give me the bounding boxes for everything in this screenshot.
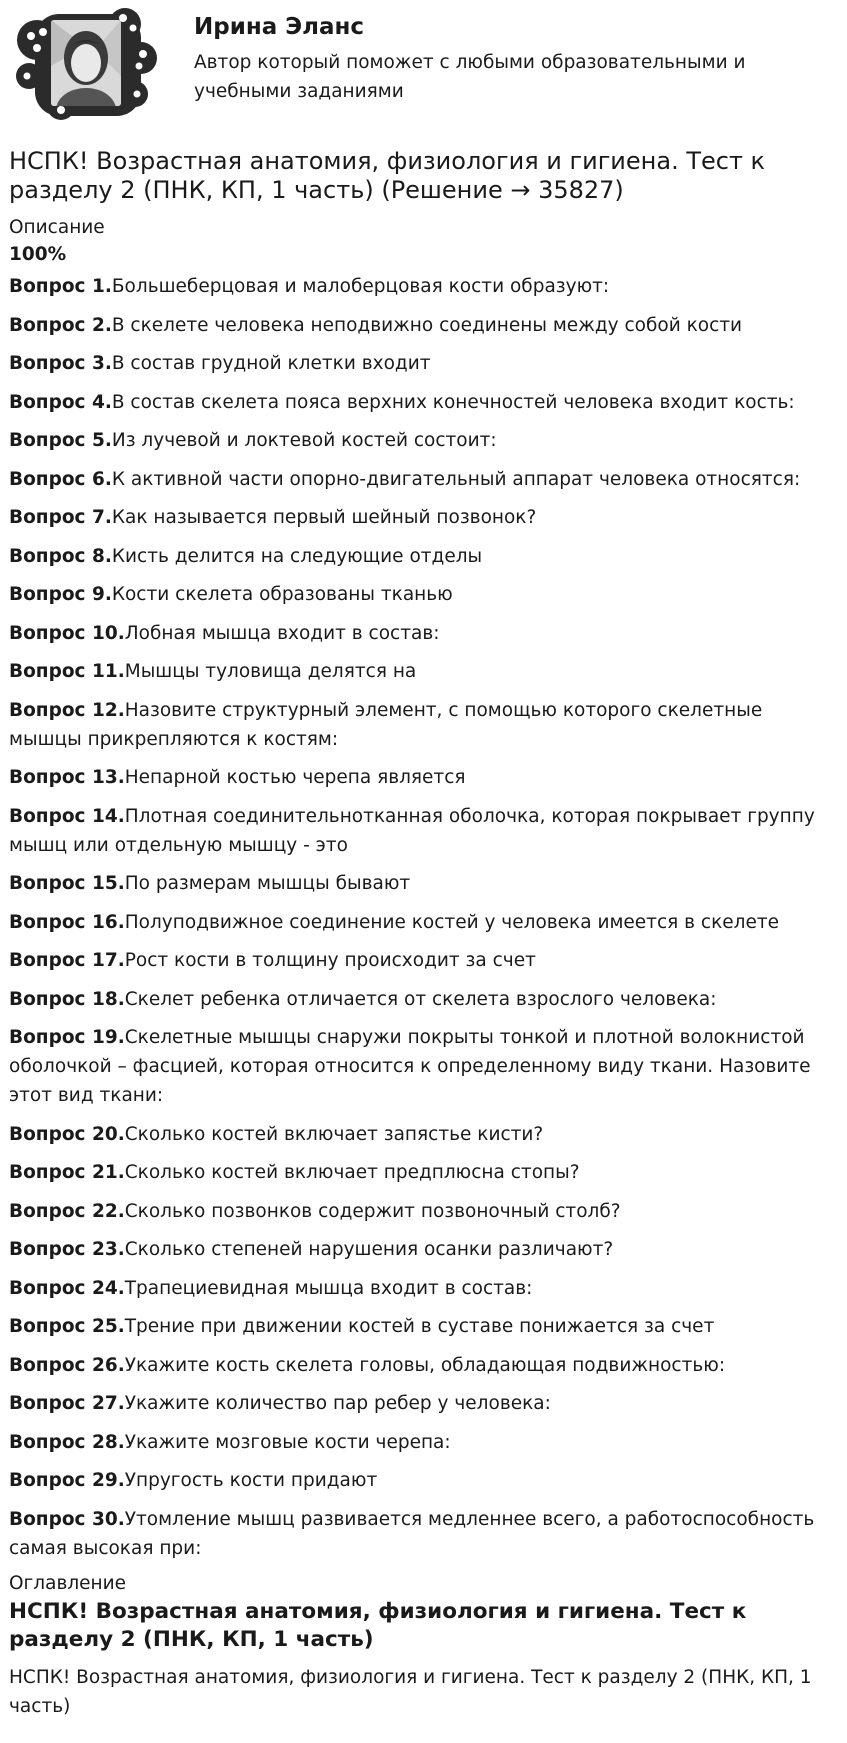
question-label: Вопрос 8.: [9, 545, 112, 567]
question-text: Укажите мозговые кости черепа:: [124, 1431, 451, 1453]
question-text: Как называется первый шейный позвонок?: [111, 507, 537, 528]
question-text: Рост кости в толщину происходит за счет: [124, 950, 536, 971]
question-item: [9, 946, 838, 975]
author-description: Автор который поможет с любыми образовательными и учебными заданиями: [194, 52, 746, 102]
question-label: Вопрос 25.: [9, 1316, 125, 1337]
question-label: Вопрос 18.: [9, 988, 125, 1010]
question-label: Вопрос 19.: [9, 1027, 125, 1048]
question-item: [9, 503, 838, 532]
question-item: [9, 1351, 838, 1380]
question-label: Вопрос 3.: [9, 353, 112, 374]
question-text: Трение при движении костей в суставе понижается за счет: [124, 1316, 715, 1337]
question-item: [9, 763, 838, 792]
question-item: [9, 1466, 838, 1495]
question-text: Полуподвижное соединение костей у человека имеется в скелете: [124, 911, 780, 933]
question-label: Вопрос 10.: [9, 622, 125, 644]
question-label: Вопрос 11.: [9, 661, 125, 682]
question-item: [9, 1274, 838, 1303]
question-item: [9, 1505, 838, 1563]
question-item: [9, 1428, 838, 1457]
question-label: Вопрос 7.: [9, 507, 112, 528]
question-item: [9, 465, 838, 494]
question-item: [9, 1389, 838, 1418]
question-label: Вопрос 20.: [9, 1123, 125, 1145]
question-item: [9, 1197, 838, 1226]
question-item: [9, 311, 838, 340]
question-item: [9, 1158, 838, 1187]
question-text: Плотная соединительнотканная оболочка, которая покрывает группу мышц или отдельную мышцу - это: [9, 805, 815, 856]
question-label: Вопрос 29.: [9, 1470, 125, 1491]
toc-label: Оглавление: [9, 1573, 127, 1594]
question-label: Вопрос 1.: [9, 276, 112, 297]
question-item: [9, 619, 838, 648]
question-item: [9, 426, 838, 455]
question-text: Укажите кость скелета головы, обладающая подвижностью:: [124, 1354, 726, 1376]
question-label: Вопрос 27.: [9, 1393, 125, 1414]
question-item: [9, 1235, 838, 1264]
question-text: Трапециевидная мышца входит в состав:: [124, 1277, 533, 1299]
question-item: [9, 388, 838, 417]
question-item: [9, 985, 838, 1014]
question-text: Укажите количество пар ребер у человека:: [124, 1393, 551, 1414]
question-list: [9, 272, 838, 1563]
question-label: Вопрос 17.: [9, 950, 125, 971]
question-label: Вопрос 4.: [9, 391, 112, 413]
question-text: Мышцы туловища делятся на: [124, 661, 417, 682]
question-label: Вопрос 9.: [9, 584, 112, 605]
question-label: Вопрос 12.: [9, 699, 125, 721]
question-label: Вопрос 13.: [9, 767, 125, 788]
question-label: Вопрос 28.: [9, 1431, 125, 1453]
question-item: [9, 272, 838, 301]
question-item: [9, 1312, 838, 1341]
question-label: Вопрос 5.: [9, 430, 112, 451]
question-text: Непарной костью черепа является: [124, 767, 466, 788]
question-label: Вопрос 30.: [9, 1508, 125, 1530]
document-title: НСПК! Возрастная анатомия, физиология и гигиена. Тест к разделу 2 (ПНК, КП, 1 часть) (Решение → 35827): [9, 147, 766, 204]
question-label: Вопрос 15.: [9, 873, 125, 894]
question-label: Вопрос 14.: [9, 805, 125, 827]
question-label: Вопрос 16.: [9, 911, 125, 933]
question-text: Из лучевой и локтевой костей состоит:: [111, 430, 497, 451]
question-item: [9, 542, 838, 571]
question-item: [9, 657, 838, 686]
author-block: [9, 0, 838, 140]
question-label: Вопрос 2.: [9, 314, 112, 336]
question-item: [9, 696, 838, 754]
question-item: [9, 908, 838, 937]
question-text: К активной части опорно-двигательный аппарат человека относятся:: [111, 468, 801, 490]
question-text: В скелете человека неподвижно соединены между собой кости: [111, 314, 743, 336]
question-item: [9, 869, 838, 898]
question-text: В состав грудной клетки входит: [111, 353, 431, 374]
author-name: Ирина Эланс: [194, 14, 365, 40]
question-text: Большеберцовая и малоберцовая кости образуют:: [111, 276, 610, 297]
toc-text: НСПК! Возрастная анатомия, физиология и гигиена. Тест к разделу 2 (ПНК, КП, 1 часть): [9, 1667, 812, 1717]
question-label: Вопрос 26.: [9, 1354, 125, 1376]
question-text: Сколько костей включает предплюсна стопы?: [124, 1162, 580, 1183]
question-item: [9, 802, 838, 860]
question-label: Вопрос 6.: [9, 468, 112, 490]
toc-heading: НСПК! Возрастная анатомия, физиология и гигиена. Тест к разделу 2 (ПНК, КП, 1 часть): [9, 1599, 747, 1652]
question-item: [9, 1120, 838, 1149]
question-text: Упругость кости придают: [124, 1470, 378, 1491]
question-item: [9, 349, 838, 378]
question-label: Вопрос 22.: [9, 1200, 125, 1222]
score-value: 100%: [9, 244, 67, 265]
question-text: Скелетные мышцы снаружи покрыты тонкой и плотной волокнистой оболочкой – фасцией, которая относится к определенному виду ткани. Назовите этот вид ткани:: [9, 1027, 811, 1106]
question-text: Скелет ребенка отличается от скелета взрослого человека:: [124, 988, 717, 1010]
question-text: Кисть делится на следующие отделы: [111, 545, 483, 567]
question-text: Назовите структурный элемент, с помощью которого скелетные мышцы прикрепляются к костям:: [9, 699, 763, 750]
question-label: Вопрос 24.: [9, 1277, 125, 1299]
question-label: Вопрос 21.: [9, 1162, 125, 1183]
question-label: Вопрос 23.: [9, 1239, 125, 1260]
question-text: По размерам мышцы бывают: [124, 873, 411, 894]
question-item: [9, 1023, 838, 1110]
author-avatar[interactable]: [15, 6, 159, 124]
question-text: Лобная мышца входит в состав:: [124, 622, 440, 644]
question-text: В состав скелета пояса верхних конечностей человека входит кость:: [111, 391, 795, 413]
question-text: Кости скелета образованы тканью: [111, 584, 453, 605]
question-item: [9, 580, 838, 609]
question-text: Сколько позвонков содержит позвоночный столб?: [124, 1200, 621, 1222]
question-text: Утомление мышц развивается медленнее всего, а работоспособность самая высокая при:: [9, 1508, 815, 1559]
question-text: Сколько степеней нарушения осанки различают?: [124, 1239, 614, 1260]
question-text: Сколько костей включает запястье кисти?: [124, 1123, 544, 1145]
description-label: Описание: [9, 217, 105, 238]
